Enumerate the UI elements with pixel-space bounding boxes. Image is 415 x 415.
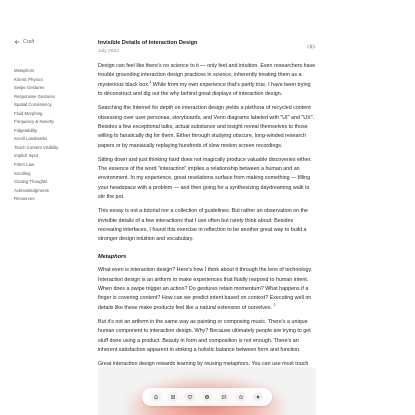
paragraph: But it's not an artform in the same way as painting or composing music. There's a unique human component to interaction design. Why? Because ultimately people are trying to get stuff done using a product. Beauty in form and composition is not enough. There's an inherent satisfaction apparent in striking a holistic balance between form and function. [98,318,311,353]
sidebar-item-acknowledgments[interactable]: Acknowledgments [14,187,49,193]
sidebar-item-resources[interactable]: Resources [14,196,35,202]
sidebar-item-kinetic-physics[interactable]: Kinetic Physics [14,76,43,82]
paragraph: Searching the Internet for depth on interaction design yields a plethora of recycled content obsessing over user personas, storyboards, and Venn diagrams labeled with "UI" and "UX". Besides a few exceptional talks, actual substance and insight reveal themselves to those willing to fanatically dig for them. Either through studying obscure, long-winded research papers or by maniacally replaying hundreds of slow motion screen recordings. [98,105,315,149]
chat-icon[interactable] [219,392,229,402]
sidebar-item-fluid-morphing[interactable]: Fluid Morphing [14,110,43,116]
copy-link-button[interactable] [306,42,316,50]
arrow-left-icon [14,39,20,45]
sidebar-item-fitts-law[interactable]: Fitts's Law [14,162,35,168]
sidebar-item-metaphors[interactable]: Metaphors [14,68,35,73]
sidebar-item-touch-content-visibility[interactable]: Touch Content Visibility [14,144,59,150]
demo-preview [98,367,316,415]
paragraph: This essay is not a tutorial nor a collection of guidelines. But rather an observation on the invisible details of a few interactions that I use often but rarely think about. Besides recreating interfaces, I found this exercise in reflection to be another great way to build a stronger design intuition and vocabulary. [98,208,309,243]
sidebar-item-scrolling[interactable]: Scrolling [14,170,31,176]
icon-dock [142,388,272,406]
sidebar-item-scroll-landmarks[interactable]: Scroll Landmarks [14,136,48,142]
sidebar-item-spatial-consistency[interactable]: Spatial Consistency [14,102,52,108]
section-heading-metaphors: Metaphors [98,253,127,260]
page-title: Invisible Details of Interaction Design [98,40,198,46]
sidebar-item-fidgetability[interactable]: Fidgetability [14,127,37,133]
paragraph: Design can feel like there's no science to it — only feel and intuition. Even researchers have trouble grounding interaction design practices in science, inherently treating them as a mysterious black box.$^1$ While from my own experience that's partly true, I have been trying to deconstruct and dig out the why behind great displays of interaction design. [98,63,316,98]
footnote-ref[interactable]: 1 [149,79,152,84]
sidebar-item-responsive-gestures[interactable]: Responsive Gestures [14,93,56,99]
footnote-ref[interactable]: 2 [273,302,276,307]
sun-icon[interactable] [253,392,263,402]
back-link[interactable] [14,39,34,45]
sidebar-item-swipe-gestures[interactable]: Swipe Gestures [14,85,45,91]
paragraph: Great interaction design rewards learning by reusing metaphors. You can use most touch [98,360,309,367]
back-link-label: Craft [23,39,35,45]
github-icon[interactable] [202,392,212,402]
sidebar-item-implicit-input[interactable]: Implicit Input [14,153,39,159]
article-body [98,62,316,393]
paragraph: What even is interaction design? Here's how I think about it through the lens of technology. Interaction design is an artform to make experiences that fluidly respond to human intent. When does a swipe trigger an action? Do gestures retain momentum? What happens if a finger is covering content? How can we predict intent based on context? Executing well on details like these make products feel like a natural extension of ourselves. $^2$ [98,267,313,311]
grid-icon[interactable] [168,392,178,402]
sidebar-nav [14,67,86,204]
sidebar-item-frequency-novelty[interactable]: Frequency & Novelty [14,119,54,125]
star-icon[interactable] [236,392,246,402]
heart-icon[interactable] [185,392,195,402]
bell-icon[interactable] [151,392,161,402]
link-icon [307,44,315,49]
paragraph: Sitting down and just thinking hard does not magically produce valuable discoveries either. The essence of the word "interaction" implies a relationship between a human and an environment. In my experience, great revelations surface from making something — filling your headspace with a problem — and then going for a synthesizing daydreaming walk to stir the pot. [98,156,312,201]
publish-date: July 2023 [98,48,119,54]
sidebar-item-closing-thoughts[interactable]: Closing Thoughts [14,179,48,185]
